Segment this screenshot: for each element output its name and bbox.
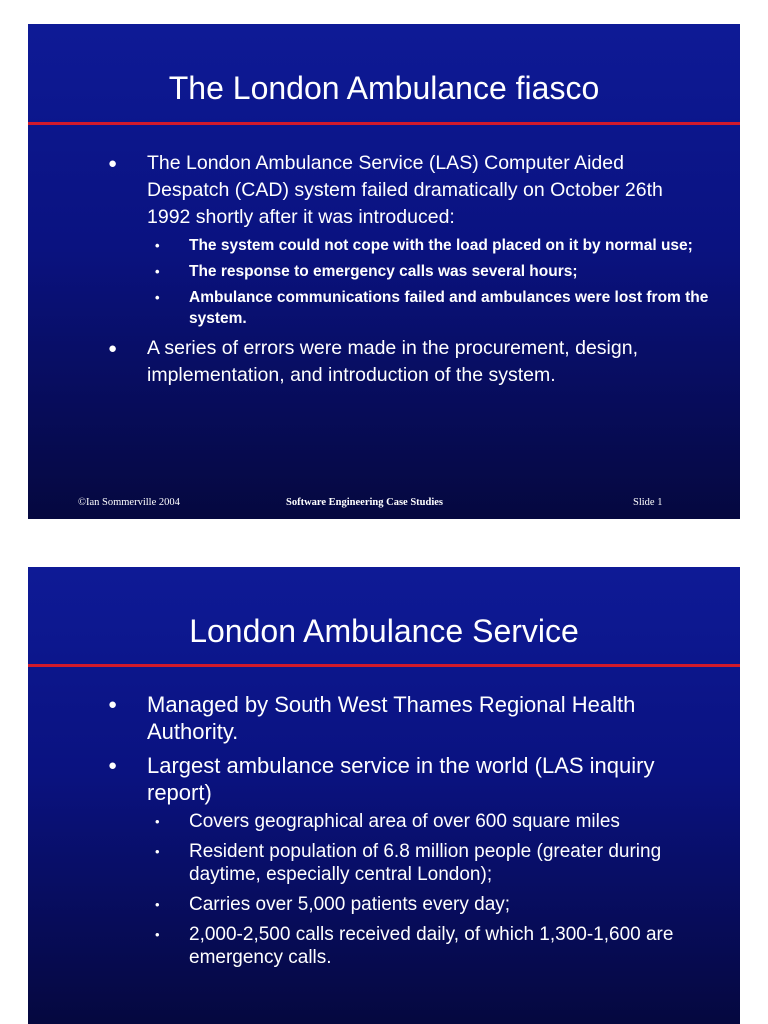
slide-footer xyxy=(28,497,740,513)
bullet-text: Largest ambulance service in the world (LAS inquiry report) xyxy=(147,753,655,805)
sub-bullet-item xyxy=(147,840,710,886)
course-title: Software Engineering Case Studies xyxy=(286,497,444,508)
sub-bullet-icon: • xyxy=(155,927,160,942)
sub-bullet-text: Ambulance communications failed and ambulances were lost from the system. xyxy=(189,289,709,327)
sub-bullet-item xyxy=(147,893,710,916)
bullet-list xyxy=(108,691,710,976)
bullet-icon: ● xyxy=(108,757,118,774)
sub-bullet-icon: • xyxy=(155,897,160,912)
copyright-text: ©Ian Sommerville 2004 xyxy=(78,497,180,508)
slide-title: London Ambulance Service xyxy=(189,613,579,649)
bullet-text: A series of errors were made in the procurement, design, implementation, and introduction of the system. xyxy=(147,337,638,386)
sub-bullet-item xyxy=(147,923,710,969)
bullet-item xyxy=(108,752,710,969)
sub-bullet-icon: • xyxy=(155,264,160,279)
slide-2 xyxy=(28,567,740,1024)
sub-bullet-text: 2,000-2,500 calls received daily, of which 1,300-1,600 are emergency calls. xyxy=(189,924,674,968)
sub-bullet-list xyxy=(147,235,710,329)
sub-bullet-text: The response to emergency calls was several hours; xyxy=(189,263,578,280)
sub-bullet-icon: • xyxy=(155,290,160,305)
sub-bullet-item xyxy=(147,287,710,329)
bullet-list xyxy=(108,150,710,395)
slide-1 xyxy=(28,24,740,519)
slide-number: Slide 1 xyxy=(633,497,663,508)
sub-bullet-text: The system could not cope with the load placed on it by normal use; xyxy=(189,237,693,254)
sub-bullet-list xyxy=(147,810,710,969)
sub-bullet-icon: • xyxy=(155,238,160,253)
bullet-text: Managed by South West Thames Regional Health Authority. xyxy=(147,692,636,744)
bullet-icon: ● xyxy=(108,340,118,357)
sub-bullet-text: Carries over 5,000 patients every day; xyxy=(189,894,511,915)
sub-bullet-item xyxy=(147,261,710,282)
sub-bullet-item xyxy=(147,235,710,256)
sub-bullet-icon: • xyxy=(155,814,160,829)
title-divider xyxy=(28,122,740,125)
sub-bullet-text: Covers geographical area of over 600 square miles xyxy=(189,811,620,832)
bullet-item xyxy=(108,691,710,745)
sub-bullet-icon: • xyxy=(155,844,160,859)
bullet-icon: ● xyxy=(108,696,118,713)
bullet-item xyxy=(108,335,710,389)
sub-bullet-item xyxy=(147,810,710,833)
bullet-text: The London Ambulance Service (LAS) Computer Aided Despatch (CAD) system failed dramatically on October 26th 1992 shortly after it was introduced: xyxy=(147,152,663,228)
slide-title: The London Ambulance fiasco xyxy=(168,70,600,106)
title-divider xyxy=(28,664,740,667)
sub-bullet-text: Resident population of 6.8 million people (greater during daytime, especially central London); xyxy=(189,841,662,885)
bullet-icon: ● xyxy=(108,155,118,172)
bullet-item xyxy=(108,150,710,329)
